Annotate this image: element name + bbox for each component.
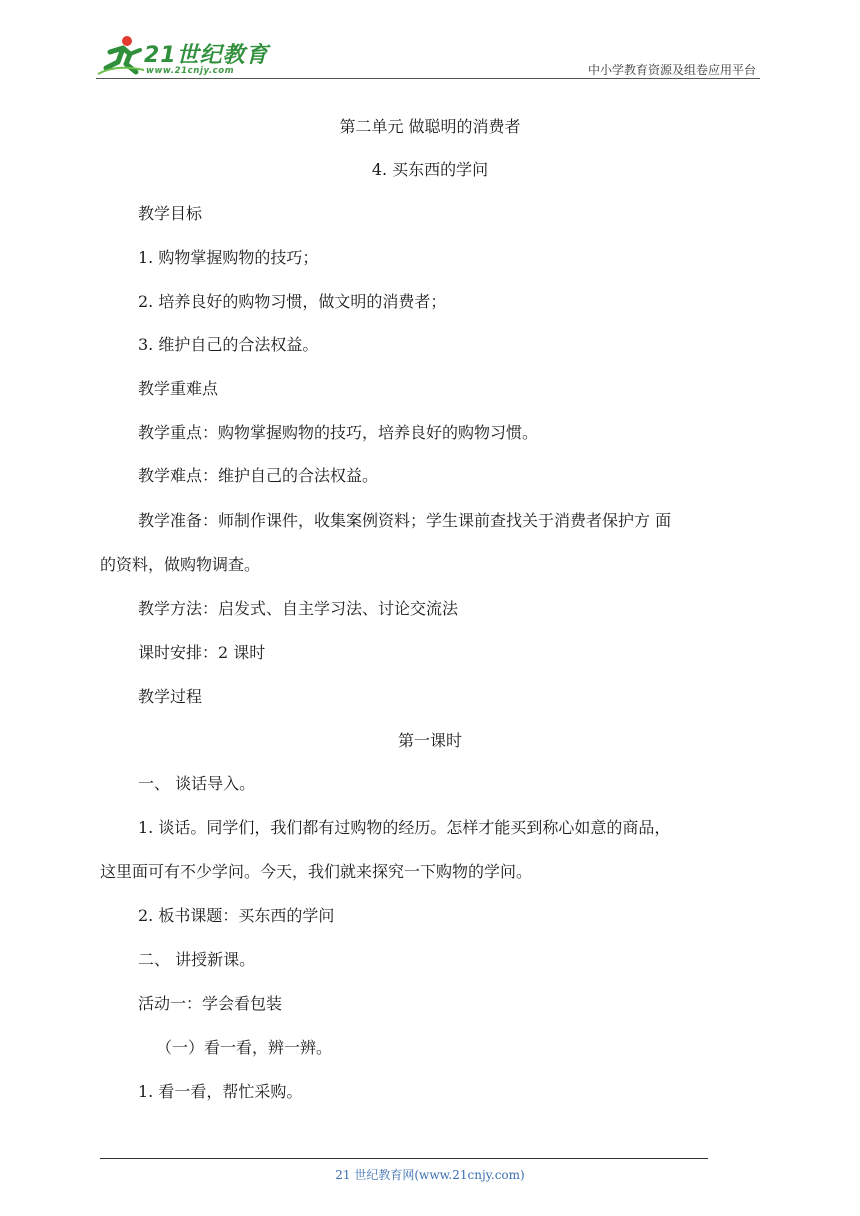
preparation-line: 教学准备：师制作课件，收集案例资料；学生课前查找关于消费者保护方 面 [138, 511, 672, 530]
platform-name: 中小学教育资源及组卷应用平台 [587, 63, 756, 77]
class-schedule: 课时安排：2 课时 [138, 643, 266, 662]
footer-link[interactable]: 21 世纪教育网(www.21cnjy.com) [335, 1168, 525, 1182]
section-heading: 一、 谈话导入。 [138, 774, 256, 793]
objective-item: 3. 维护自己的合法权益。 [138, 335, 319, 354]
site-logo[interactable] [96, 32, 269, 80]
lesson-title: 4. 买东西的学问 [371, 160, 489, 179]
process-heading: 教学过程 [138, 687, 203, 706]
footer-divider [100, 1158, 708, 1159]
unit-title: 第二单元 做聪明的消费者 [339, 117, 521, 136]
paragraph-line: 1. 谈话。同学们，我们都有过购物的经历。怎样才能买到称心如意的商品， [138, 818, 671, 837]
key-point: 教学重点：购物掌握购物的技巧，培养良好的购物习惯。 [138, 423, 539, 442]
header-divider [96, 78, 760, 79]
preparation-line: 的资料，做购物调查。 [100, 555, 261, 574]
key-points-heading: 教学重难点 [138, 379, 219, 398]
sub-heading: （一）看一看，辨一辨。 [156, 1038, 333, 1057]
logo-text: 21世纪教育 [144, 43, 269, 68]
objective-item: 1. 购物掌握购物的技巧； [138, 248, 319, 267]
step-item: 1. 看一看，帮忙采购。 [138, 1082, 303, 1101]
objectives-heading: 教学目标 [138, 204, 203, 223]
objective-item: 2. 培养良好的购物习惯，做文明的消费者； [138, 292, 447, 311]
difficult-point: 教学难点：维护自己的合法权益。 [138, 466, 379, 485]
page-header [0, 0, 860, 80]
activity-heading: 活动一：学会看包装 [138, 994, 283, 1013]
paragraph-line: 2. 板书课题：买东西的学问 [138, 906, 335, 925]
section-heading: 二、 讲授新课。 [138, 950, 256, 969]
logo-url: www.21cnjy.com [146, 66, 235, 76]
period-title: 第一课时 [397, 731, 462, 750]
paragraph-line: 这里面可有不少学问。今天，我们就来探究一下购物的学问。 [100, 862, 533, 881]
teaching-methods: 教学方法：启发式、自主学习法、讨论交流法 [138, 599, 459, 618]
runner-logo-icon [96, 34, 146, 78]
